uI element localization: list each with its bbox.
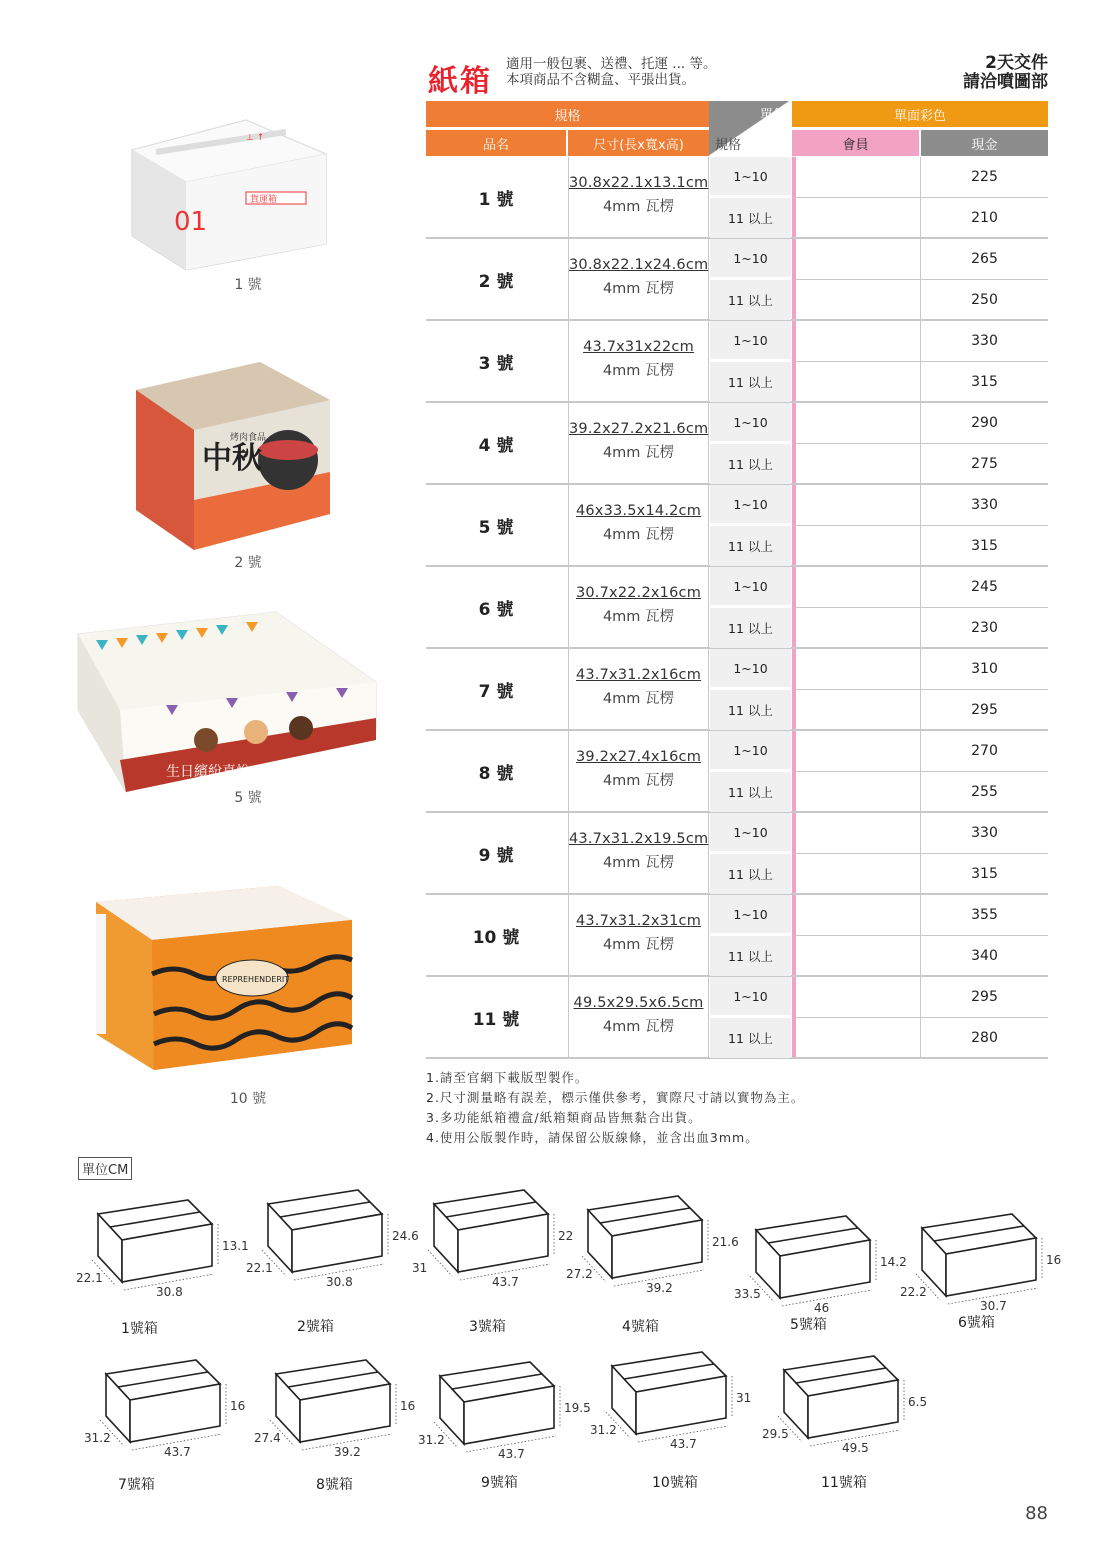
material: 4mm 瓦楞 — [602, 691, 675, 707]
photo-label-5: 5 號 — [234, 790, 262, 806]
unit-label: 單位CM — [78, 1157, 132, 1180]
dim-height: 16 — [230, 1399, 246, 1413]
table-row — [426, 239, 1048, 321]
box-diagram-label: 3號箱 — [469, 1319, 506, 1335]
cash-price-2: 230 — [920, 608, 1048, 648]
box-outline — [434, 1190, 548, 1272]
product-name: 9 號 — [478, 845, 514, 866]
box-5-photo — [76, 610, 378, 794]
qty-tier-2: 11 以上 — [710, 608, 791, 648]
box-diagram — [76, 1190, 249, 1310]
cash-price-1: 270 — [920, 731, 1048, 771]
box-diagram-label: 2號箱 — [297, 1319, 334, 1335]
dim-height: 24.6 — [392, 1229, 419, 1243]
photo-label-10: 10 號 — [229, 1091, 267, 1107]
qty-tier-2: 11 以上 — [710, 936, 791, 976]
note-4: 4.使用公版製作時，請保留公版線條，並含出血3mm。 — [426, 1130, 759, 1145]
dim-length: 39.2 — [334, 1445, 361, 1459]
dim-height: 22 — [558, 1229, 574, 1243]
dim-length: 46 — [814, 1301, 830, 1315]
material: 4mm 瓦楞 — [602, 527, 675, 543]
qty-tier-2: 11 以上 — [710, 854, 791, 894]
size-cell — [568, 567, 709, 647]
product-name: 11 號 — [472, 1009, 520, 1030]
box-outline — [922, 1214, 1036, 1296]
table-row — [426, 649, 1048, 731]
size-cell — [568, 977, 709, 1057]
size-cell — [568, 731, 709, 811]
dimensions: 43.7x31x22cm — [583, 339, 694, 355]
cash-price-1: 265 — [920, 239, 1048, 279]
cash-price-1: 310 — [920, 649, 1048, 689]
box-diagram-label: 4號箱 — [622, 1319, 659, 1335]
note-2: 2.尺寸測量略有誤差，標示僅供參考，實際尺寸請以實物為主。 — [426, 1090, 805, 1105]
cash-price-1: 295 — [920, 977, 1048, 1017]
box1-brand-text: 貨運箱 — [250, 195, 278, 205]
box-diagram — [84, 1350, 254, 1470]
box-outline — [756, 1216, 870, 1298]
box-diagram-label: 1號箱 — [121, 1321, 158, 1337]
qty-tier-2: 11 以上 — [710, 1018, 791, 1058]
material: 4mm 瓦楞 — [602, 445, 675, 461]
material: 4mm 瓦楞 — [602, 937, 675, 953]
cash-price-2: 255 — [920, 772, 1048, 812]
desc-line-1: 適用一般包裹、送禮、托運 ... 等。 — [506, 56, 717, 72]
size-cell — [568, 895, 709, 975]
box-diagram — [762, 1346, 932, 1466]
dimensions: 39.2x27.4x16cm — [575, 749, 702, 765]
qty-tier-1: 1~10 — [710, 157, 791, 197]
box-outline — [588, 1196, 702, 1278]
product-name: 10 號 — [472, 927, 520, 948]
cash-price-2: 315 — [920, 526, 1048, 566]
dimensions: 43.7x31.2x16cm — [575, 667, 702, 683]
dim-width: 22.2 — [900, 1285, 927, 1299]
dim-width: 31 — [412, 1261, 428, 1275]
dimensions: 46x33.5x14.2cm — [575, 503, 702, 519]
table-row — [426, 813, 1048, 895]
page-number: 88 — [1025, 1503, 1048, 1524]
product-name: 1 號 — [478, 189, 514, 210]
box-diagram-label: 10號箱 — [652, 1475, 698, 1491]
dimensions: 30.8x22.1x13.1cm — [569, 175, 709, 191]
qty-tier-2: 11 以上 — [710, 690, 791, 730]
dim-width: 22.1 — [246, 1261, 273, 1275]
product-name: 3 號 — [478, 353, 514, 374]
cash-price-1: 290 — [920, 403, 1048, 443]
header-single-color: 單面彩色 — [792, 101, 1048, 127]
header-spec: 規格 — [426, 101, 709, 127]
table-row — [426, 567, 1048, 649]
qty-tier-2: 11 以上 — [710, 444, 791, 484]
cash-price-2: 250 — [920, 280, 1048, 320]
cash-price-2: 315 — [920, 854, 1048, 894]
material: 4mm 瓦楞 — [602, 773, 675, 789]
dimensions: 30.8x22.1x24.6cm — [569, 257, 709, 273]
box-diagram — [566, 1186, 739, 1306]
qty-tier-2: 11 以上 — [710, 362, 791, 402]
table-row — [426, 157, 1048, 239]
box-outline — [440, 1362, 554, 1444]
dim-width: 31.2 — [84, 1431, 111, 1445]
box-10-photo — [94, 884, 356, 1072]
product-name: 2 號 — [478, 271, 514, 292]
qty-tier-1: 1~10 — [710, 731, 791, 771]
qty-tier-1: 1~10 — [710, 813, 791, 853]
cash-price-2: 280 — [920, 1018, 1048, 1058]
cash-price-2: 340 — [920, 936, 1048, 976]
box-diagram — [900, 1204, 1070, 1324]
dim-height: 19.5 — [564, 1401, 591, 1415]
delivery-days: 2天交件 — [985, 53, 1048, 73]
table-row — [426, 977, 1048, 1059]
size-cell — [568, 485, 709, 565]
photo-label-1: 1 號 — [234, 277, 262, 293]
header-unit-price: 單價 — [759, 108, 786, 123]
cash-price-1: 225 — [920, 157, 1048, 197]
dim-height: 6.5 — [908, 1395, 928, 1409]
header-name: 品名 — [426, 130, 566, 156]
qty-tier-1: 1~10 — [710, 895, 791, 935]
dim-width: 31.2 — [590, 1423, 617, 1437]
photo-label-2: 2 號 — [234, 555, 262, 571]
dim-width: 33.5 — [734, 1287, 761, 1301]
dim-height: 14.2 — [880, 1255, 907, 1269]
cash-price-1: 245 — [920, 567, 1048, 607]
box-diagram-label: 5號箱 — [790, 1317, 827, 1333]
size-cell — [568, 157, 709, 237]
page-title: 紙箱 — [428, 64, 492, 99]
product-name: 8 號 — [478, 763, 514, 784]
table-row — [426, 485, 1048, 567]
box-outline — [98, 1200, 212, 1282]
box2-sub-text: 烤肉食品 — [230, 433, 267, 443]
qty-tier-2: 11 以上 — [710, 280, 791, 320]
material: 4mm 瓦楞 — [602, 1019, 675, 1035]
box-outline — [784, 1356, 898, 1438]
dimensions: 43.7x31.2x31cm — [575, 913, 702, 929]
product-name: 5 號 — [478, 517, 514, 538]
qty-tier-2: 11 以上 — [710, 526, 791, 566]
qty-tier-1: 1~10 — [710, 321, 791, 361]
title-description — [506, 56, 716, 88]
box-diagram-label: 9號箱 — [481, 1475, 518, 1491]
table-row — [426, 321, 1048, 403]
box2-text: 中秋 — [202, 441, 262, 476]
cash-price-1: 330 — [920, 813, 1048, 853]
contact-dept: 請洽噴圖部 — [963, 72, 1048, 92]
dim-length: 43.7 — [670, 1437, 697, 1451]
note-3: 3.多功能紙箱禮盒/紙箱類商品皆無黏合出貨。 — [426, 1110, 702, 1125]
size-cell — [568, 649, 709, 729]
table-row — [426, 731, 1048, 813]
size-cell — [568, 321, 709, 401]
cash-price-1: 330 — [920, 485, 1048, 525]
box-1-photo — [126, 112, 336, 274]
qty-tier-1: 1~10 — [710, 403, 791, 443]
notes — [426, 1068, 804, 1148]
qty-tier-1: 1~10 — [710, 649, 791, 689]
desc-line-2: 本項商品不含糊盒、平張出貨。 — [506, 72, 695, 88]
material: 4mm 瓦楞 — [602, 363, 675, 379]
box-diagram — [246, 1180, 419, 1300]
table-row — [426, 895, 1048, 977]
box5-text: 生日繽紛喜悅 — [166, 764, 250, 780]
box-diagram — [412, 1180, 582, 1300]
product-name: 4 號 — [478, 435, 514, 456]
box-diagram-label: 8號箱 — [316, 1477, 353, 1493]
size-cell — [568, 403, 709, 483]
dim-width: 29.5 — [762, 1427, 789, 1441]
table-row — [426, 403, 1048, 485]
dim-height: 16 — [1046, 1253, 1062, 1267]
dimensions: 39.2x27.2x21.6cm — [569, 421, 709, 437]
box-diagram — [254, 1350, 424, 1470]
dim-width: 31.2 — [418, 1433, 445, 1447]
material: 4mm 瓦楞 — [602, 199, 675, 215]
dim-height: 13.1 — [222, 1239, 249, 1253]
box-outline — [612, 1352, 726, 1434]
dim-width: 27.2 — [566, 1267, 593, 1281]
note-1: 1.請至官網下載版型製作。 — [426, 1070, 589, 1085]
dim-length: 43.7 — [164, 1445, 191, 1459]
cash-price-2: 275 — [920, 444, 1048, 484]
header-spec-corner: 規格 — [715, 138, 742, 153]
cash-price-1: 355 — [920, 895, 1048, 935]
qty-tier-1: 1~10 — [710, 485, 791, 525]
cash-price-2: 295 — [920, 690, 1048, 730]
dim-length: 30.8 — [156, 1285, 183, 1299]
box-diagram-label: 6號箱 — [958, 1315, 995, 1331]
dim-length: 30.8 — [326, 1275, 353, 1289]
dim-length: 30.7 — [980, 1299, 1007, 1313]
box-diagram-label: 11號箱 — [821, 1475, 867, 1491]
dim-length: 49.5 — [842, 1441, 869, 1455]
table-body — [426, 157, 1048, 1059]
box-outline — [106, 1360, 220, 1442]
material: 4mm 瓦楞 — [602, 281, 675, 297]
qty-tier-1: 1~10 — [710, 239, 791, 279]
dimensions: 43.7x31.2x19.5cm — [569, 831, 709, 847]
box10-text: REPREHENDERIT — [222, 975, 290, 984]
svg-text:⊥ ↑: ⊥ ↑ — [246, 133, 265, 143]
box-outline — [268, 1190, 382, 1272]
dim-length: 43.7 — [492, 1275, 519, 1289]
dimensions: 49.5x29.5x6.5cm — [573, 995, 704, 1011]
product-name: 7 號 — [478, 681, 514, 702]
box-outline — [276, 1360, 390, 1442]
svg-text:01: 01 — [174, 207, 208, 237]
qty-tier-1: 1~10 — [710, 567, 791, 607]
box-diagram-label: 7號箱 — [118, 1477, 155, 1493]
qty-tier-2: 11 以上 — [710, 772, 791, 812]
dim-length: 43.7 — [498, 1447, 525, 1461]
dim-height: 31 — [736, 1391, 752, 1405]
cash-price-2: 315 — [920, 362, 1048, 402]
dim-length: 39.2 — [646, 1281, 673, 1295]
qty-tier-1: 1~10 — [710, 977, 791, 1017]
size-cell — [568, 813, 709, 893]
box-diagram — [734, 1206, 907, 1326]
box-2-photo — [130, 360, 340, 552]
dim-height: 16 — [400, 1399, 416, 1413]
dim-height: 21.6 — [712, 1235, 739, 1249]
header-size: 尺寸(長x寬x高) — [568, 130, 709, 156]
header-member: 會員 — [792, 130, 919, 156]
dim-width: 22.1 — [76, 1271, 103, 1285]
qty-tier-2: 11 以上 — [710, 198, 791, 238]
product-name: 6 號 — [478, 599, 514, 620]
cash-price-2: 210 — [920, 198, 1048, 238]
dimensions: 30.7x22.2x16cm — [575, 585, 702, 601]
material: 4mm 瓦楞 — [602, 855, 675, 871]
dim-width: 27.4 — [254, 1431, 281, 1445]
material: 4mm 瓦楞 — [602, 609, 675, 625]
cash-price-1: 330 — [920, 321, 1048, 361]
size-cell — [568, 239, 709, 319]
header-cash: 現金 — [921, 130, 1048, 156]
box-diagram — [590, 1342, 760, 1462]
box-diagram — [418, 1352, 591, 1472]
delivery-note — [963, 54, 1048, 92]
header-price — [709, 101, 790, 156]
